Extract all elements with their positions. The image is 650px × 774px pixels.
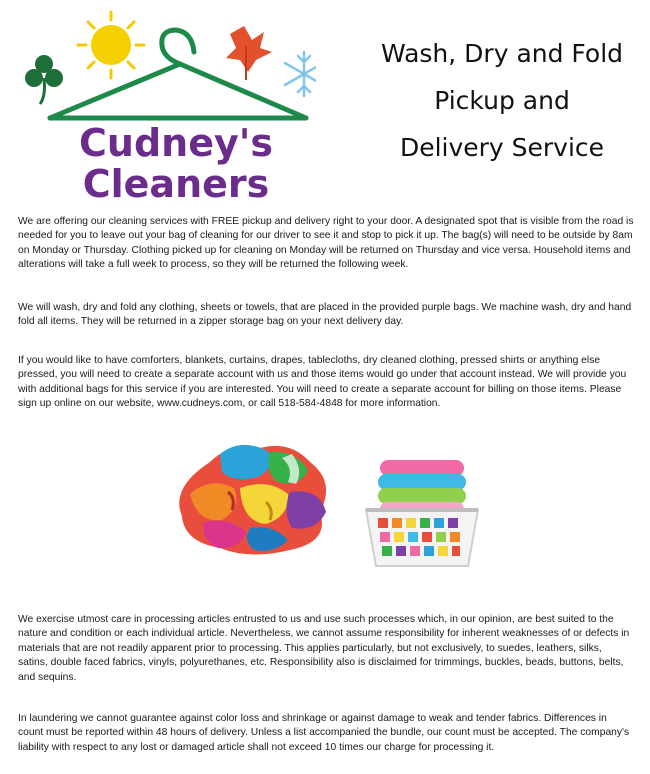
logo-text-line1: Cudney's [79,121,273,165]
title-line3: Delivery Service [399,133,605,162]
cudneys-cleaners-logo [16,6,316,202]
paragraph-care-disclaimer: We exercise utmost care in processing articles entrusted to us and use such processes which, in our opinion, are best suited to the nature and condition or each individual article. Nevertheless, we cannot assume responsibility for inherent weaknesses of or defects in materials that are not readily apparent prior to processing. This applies particularly, but not exclusively, to suedes, leathers, silks, satins, double faced fabrics, vinyls, polyurethanes, etc. Responsibility also is disclaimed for trimmings, buckles, beads, buttons, belts, and sequins. [18,614,630,683]
title-line1: Wash, Dry and Fold [380,39,624,68]
sun-icon [78,12,144,78]
towel-basket-image [362,450,482,570]
logo-text-line2: Cleaners [82,162,270,202]
paragraph-pickup-delivery: We are offering our cleaning services with FREE pickup and delivery right to your door. A designated spot that is visible from the road is needed for you to leave out your bag of cleaning for our driver to see it and stop to pick it up. The bag(s) will need to be outside by 8am on Monday or Thursday. Clothing picked up for cleaning on Monday will be returned on Thursday and vice versa. Household items and alterations will take a full week to process, so they will be returned the following week. [18,216,634,271]
hanger-icon [50,30,306,118]
clothes-pile-image [170,432,338,560]
snowflake-icon [285,52,316,96]
paragraph-laundering-liability: In laundering we cannot guarantee against color loss and shrinkage or against damage to weak and tender fabrics. Differences in count must be reported within 48 hours of delivery. Unless a list accompanied the bundle, our count must be accepted. The company's liability with respect to any lost or damaged article shall not exceed 10 times our charge for processing it. [18,713,630,753]
paragraph-separate-account: If you would like to have comforters, blankets, curtains, drapes, tablecloths, dry cleaned clothing, pressed shirts or anything else pressed, you will need to create a separate account with us and those items would go under that account instead. We will provide you with additional bags for this service if you are interested. You will need to create a separate account for billing on those items. Please sign up online on our website, www.cudneys.com, or call 518-584-4848 for more information. [18,355,627,410]
autumn-leaf-icon [226,26,272,80]
paragraph-wash-dry-fold: We will wash, dry and fold any clothing, sheets or towels, that are placed in the provided purple bags. We machine wash, dry and hand fold all items. They will be returned in a zipper storage bag on your next delivery day. [18,302,632,328]
page-title [352,30,650,171]
title-line2: Pickup and [434,86,570,115]
shamrock-icon [25,55,63,104]
